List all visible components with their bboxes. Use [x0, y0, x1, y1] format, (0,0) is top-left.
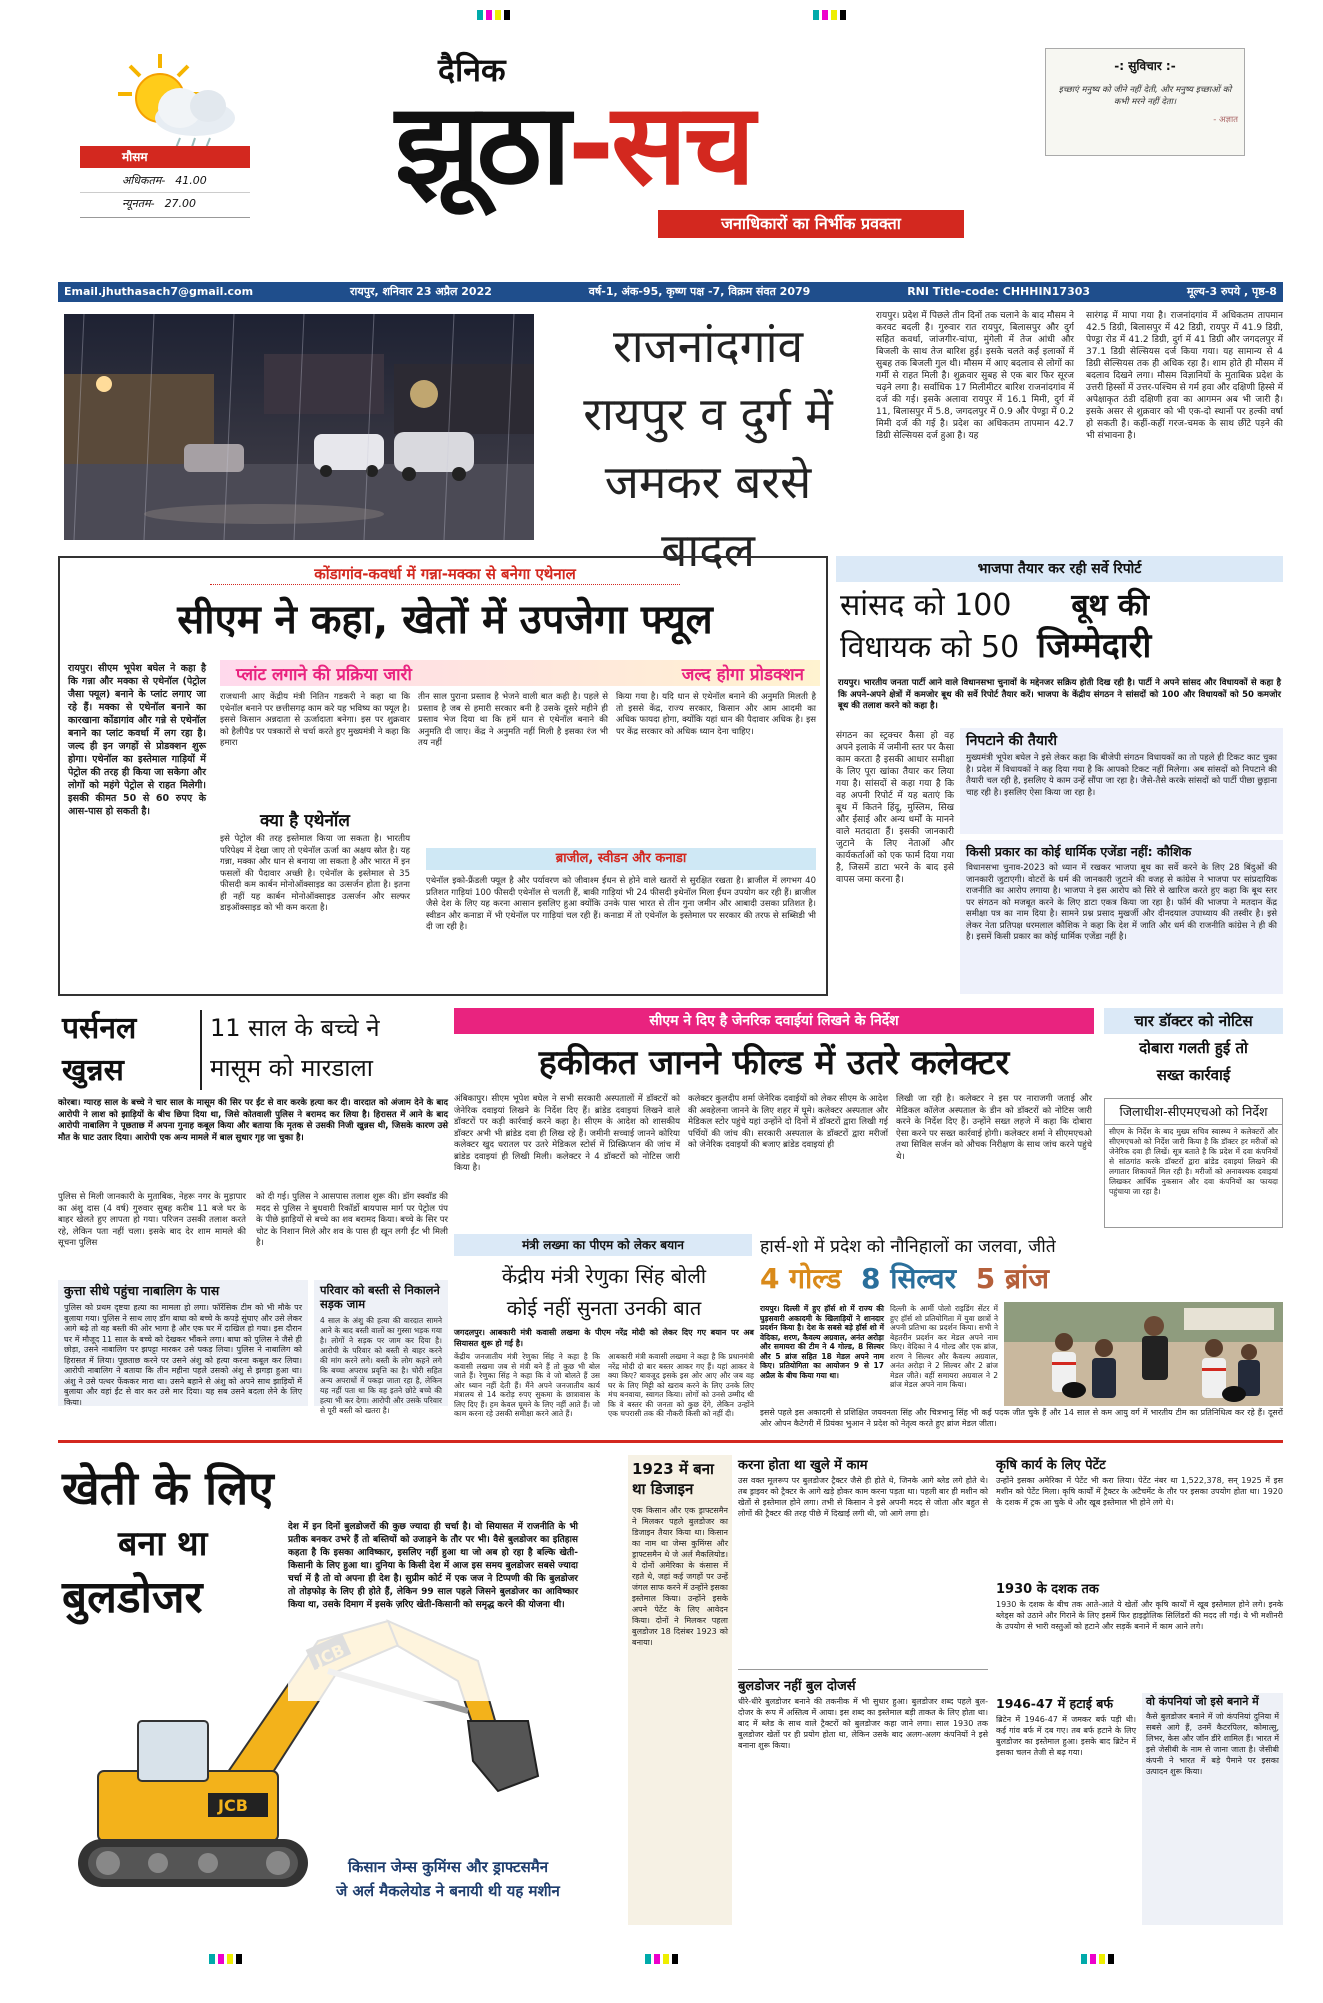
medal-silver: 8 सिल्वर	[860, 1262, 957, 1295]
company-title: वो कंपनियां जो इसे बनाने में	[1146, 1695, 1259, 1708]
issue-info: वर्ष-1, अंक-95, कृष्ण पक्ष -7, विक्रम संवत 2079	[588, 285, 811, 298]
bulldozer-headline-2: बना था	[118, 1524, 208, 1564]
ethanol-subhead-left: प्लांट लगाने की प्रक्रिया जारी	[236, 664, 412, 685]
ethanol-col-a: राजधानी आए केंद्रीय मंत्री नितिन गडकरी ने कहा था कि एथेनॉल बनाने पर छत्तीसगढ़ काम करे यह भविष्य का फ्यूल है। इससे किसान अन्नदाता से ऊर्जादाता बनेगा। इस पर शुक्रवार को हैलीपैड पर पत्रकारों से चर्चा करते हुए मुख्यमंत्री ने कहा कि हमारा	[220, 692, 410, 748]
collector-col-b: कलेक्टर कुलदीप शर्मा जेनेरिक दवाईयों को लेकर सीएम के आदेश की अवहेलना जानने के लिए शहर में घूमे। कलेक्टर अस्पताल और मेडिकल स्टोर पहुंचे यहां उन्होंने दो दिनों में डॉक्टरों द्वारा लिखी गई पर्चियों की जांच की। सरकारी अस्पताल के डॉक्टरों द्वारा मरीजों को जेनेरिक दवाइयों की बजाए ब्रांडेड दवाइयां ही	[688, 1094, 888, 1150]
collector-col-c: लिखी जा रही है। कलेक्टर ने इस पर नाराजगी जताई और मेडिकल कॉलेज अस्पताल के डीन को डॉक्टरों को नोटिस जारी करने के निर्देश दिए हैं। उन्होंने सख्त लहजे में कहा कि दोबारा ऐसा करने पर सख्त कार्रवाई होगी। कलेक्टर शर्मा ने सीएमएचओ तथा सिविल सर्जन को औचक निरीक्षण के साथ जांच करने पहुंचे थे।	[896, 1094, 1092, 1162]
lead-column-1: रायपुर। प्रदेश में पिछले तीन दिनों तक चलाने के बाद मौसम ने करवट बदली है। गुरुवार रात रायपुर, बिलासपुर और दुर्ग सहित कवर्धा, जांजगीर-चांपा, मुंगेली में तेज आंधी और बिजली के साथ तेज बारिश हुई। इसके चलते कई इलाकों में सुबह तक बिजली गुल थी। मौसम में आए बदलाव से लोगों का गर्मी से राहत मिली है। शुक्रवार सुबह से एक बार फिर सूरज चढ़ने लगा है। सर्वाधिक 17 मिलीमीटर बारिश राजनांदगांव में दर्ज की गई। इसके अलावा रायपुर में 16.1 मिमी, दुर्ग में 11, बिलासपुर में 5.8, जगदलपुर में 0.9 और पेण्ड्रा में 0.2 मिमी दर्ज की गई है। प्रदेश का अधिकतम तापमान 42.7 डिग्री सेल्सियस दर्ज हुआ है। यह	[876, 311, 1075, 441]
decade-text: 1930 के दशक के बीच तक आते-आते ये खेतों और कृषि कार्यों में खूब इस्तेमाल होने लगे। इनके ब्लेड्स को उठाने और गिराने के लिए इसमें फिर हाइड्रोलिक सिलिंडरों की मदद ली गई। ये भी मशीनरी के उपयोग से भारी वस्तुओं को हटाने और सड़कें बनाने में काम आने लगे।	[996, 1600, 1283, 1631]
renuka-kicker: मंत्री लख्मा का पीएम को लेकर बयान	[454, 1234, 752, 1256]
newspaper-title	[395, 80, 955, 210]
horse-col-a: रायपुर। दिल्ली में हुए हॉर्स शो में राज्य की घुड़सवारी अकादमी के खिलाड़ियों ने शानदार प्रदर्शन किया है। देश के सबसे बड़े हॉर्स शो में वेदिका, शरण, कैवल्य अग्रवाल, अनंत अरोड़ा और समायरा की टीम ने 4 गोल्ड, 8 सिल्वर और 5 ब्रांज सहित 18 मेडल अपने नाम किए। प्रतियोगिता का आयोजन 9 से 17 अप्रैल के बीच किया गया था।	[760, 1304, 884, 1380]
bjp-headline-1a: सांसद को 100	[840, 588, 1012, 623]
y1923-title: 1923 में बना था डिजाइन	[632, 1460, 714, 1498]
lead-headline	[558, 312, 858, 584]
title-dash: -	[567, 80, 612, 210]
max-temp-label: अधिकतम-	[122, 174, 166, 187]
murder-headline-line2: मासूम को मारडाला	[210, 1054, 373, 1082]
y1923-text: एक किसान और एक ड्राफ्टसमैन ने मिलकर पहले बुलडोजर का डिजाइन तैयार किया था। किसान का नाम था जेम्स कुमिंग्स और ड्राफ्टसमैन थे जे अर्ल मैकलियोड। ये दोनों अमेरिका के कंसास में रहते थे, जहां कई जगहों पर उन्हें जंगल साफ करने में उन्होंने इसका इस्तेमाल किया। उन्होंने इसके अपने पेटेंट के लिए आवेदन किया। दोनों ने मिलकर पहला बुलडोजर 18 दिसंबर 1923 को बनाया।	[632, 1506, 728, 1647]
family-box-text: 4 साल के अंशु की हत्या की वारदात सामने आने के बाद बस्ती वालों का गुस्सा भड़क गया है। लोगों ने सड़क पर जाम कर दिया है। आरोपी के परिवार को बस्ती से बाहर करने की मांग करने लगे। बस्ती के लोग कहने लगे कि बच्चा अपराध प्रवृत्ति का है। चोरी सहित अन्य अपराधों में पकड़ा जाता रहा है, लेकिन यह नहीं पता था कि वह इतने छोटे बच्चे की हत्या भी कर देगा। आरोपी और उसके परिवार से पूरी बस्ती को खतरा है।	[320, 1316, 442, 1415]
bjp-story	[836, 556, 1283, 996]
bjp-kicker: भाजपा तैयार कर रही सर्वे रिपोर्ट	[836, 556, 1283, 582]
ethanol-headline: सीएम ने कहा, खेतों में उपजेगा फ्यूल	[177, 597, 713, 643]
min-temp-value: 27.00	[164, 197, 197, 210]
thought-text: इच्छाएं मनुष्य को जीने नहीं देती, और मनुष्य इच्छाओं को कभी मरने नहीं देता।	[1058, 85, 1232, 107]
registration-marks-top	[0, 6, 1323, 24]
murder-col-b: को दी गई। पुलिस ने आसपास तलाश शुरू की। डॉग स्क्वॉड की मदद से पुलिस ने बुधवारी रिकॉर्डो बायपास मार्ग पर पेट्रोल पंप के पीछे झाड़ियों से बच्चे का शव बरामद किया। बच्चे के सिर पर चोट के निशान मिले और शव के पास ही खून लगी ईंट भी मिली है।	[256, 1192, 448, 1248]
bulldozer-headline-1: खेती के लिए	[62, 1461, 274, 1515]
masthead	[40, 28, 1285, 278]
what-is-ethanol-title: क्या है एथेनॉल	[260, 811, 350, 831]
ethanol-subhead-right: जल्द होगा प्रोडक्शन	[681, 664, 804, 685]
renuka-intro: जगदलपुर। आबकारी मंत्री कवासी लखमा के पीएम नरेंद्र मोदी को लेकर दिए गए बयान पर अब सियासत शुरू हो गई है।	[454, 1328, 754, 1348]
snow-title: 1946-47 में हटाई बर्फ	[996, 1696, 1113, 1711]
murder-lead: कोरबा। ग्यारह साल के बच्चे ने चार साल के मासूम की सिर पर ईंट से वार करके हत्या कर दी। वारदात को अंजाम देने के बाद आरोपी ने लाश को झाड़ियों के बीच छिपा दिया था, जिसे कोतवाली पुलिस ने बरामद कर लिया है। हिरासत में आने के बाद आरोपी नाबालिग ने पूछताछ में अपना गुनाह कबूल किया और बताया कि मृतक से उसकी निजी खुन्नस थी, जिसके कारण उसे मौत के घाट उतार दिया। आरोपी एक अन्य मामले में बाल सुधार गृह जा चुका है।	[58, 1098, 448, 1143]
email[interactable]: Email.jhuthasach7@gmail.com	[64, 285, 254, 298]
horse-show-story	[760, 1234, 1283, 1406]
murder-tag	[62, 1008, 202, 1092]
farm-text: उन्होंने इसका अमेरिका में पेटेंट भी करा लिया। पेटेंट नंबर था 1,522,378, सन् 1925 में इस मशीन को पेटेंट मिला। कृषि कार्यों में ट्रैक्टर के अटैचमेंट के तौर पर इसका उपयोग होता था। 1920 के दशक में ट्रक आ चुके थे और खूब इस्तेमाल भी होने लगे थे।	[996, 1476, 1283, 1507]
family-box	[314, 1280, 448, 1415]
brazil-text: एथेनॉल इको-फ्रैंडली फ्यूल है और पर्यावरण को जीवाश्म ईंधन से होने वाले खतरों से सुरक्षित रखता है। ब्राजील में लगभग 40 प्रतिशत गाड़ियां 100 फीसदी एथेनॉल से चलती हैं, बाकी गाड़ियां भी 24 फीसदी इथेनॉल मिला ईंधन उपयोग कर रही हैं। ब्राजील जैसे देश के लिए यह करना आसान इसलिए हुआ क्योंकि उनके पास भारत से तीन गुना जमीन और आबादी उसका प्रतिशत है। स्वीडन और कनाडा में भी एथेनॉल पर गाड़ियां चल रही हैं। कनाडा में तो एथेनॉल के इस्तेमाल पर सरकार की तरफ से सब्सिडी भी दी जा रही है।	[426, 876, 816, 932]
murder-tag-line1: पर्सनल	[62, 1011, 137, 1046]
collector-kicker: सीएम ने दिए है जेनरिक दवाईयां लिखने के निर्देश	[454, 1008, 1094, 1034]
bulldozer-panel	[58, 1451, 618, 1931]
dm-title: जिलाधीश-सीएमएचओ को निर्देश	[1105, 1099, 1282, 1125]
dm-text: सीएम के निर्देश के बाद मुख्य सचिव स्वास्थ्य ने कलेक्टरों और सीएमएचओ को निर्देश जारी किया है कि डॉक्टर हर मरीजों को जेनेरिक दवा ही लिखें। सूत्र बताते है कि प्रदेश में दवा कंपनियों से सांठगांठ करके डॉक्टरों द्वारा ब्रांडेड दवाइयां लिखने की लगातार शिकायतें मिल रही है। मरीजों को अनावश्यक दवाइयां लिखकर आर्थिक नुकसान और दवा कंपनियों का फायदा पहुंचाया जा रहा है।	[1109, 1127, 1278, 1196]
ethanol-story	[58, 556, 828, 996]
renuka-headline	[454, 1260, 754, 1324]
renuka-headline-line1: केंद्रीय मंत्री रेणुका सिंह बोली	[501, 1264, 707, 1288]
collector-story	[454, 1004, 1283, 1230]
dateline: रायपुर, शनिवार 23 अप्रैल 2022	[349, 285, 492, 298]
bulldozer-caption	[278, 1855, 618, 1903]
thought-author: - अज्ञात	[1213, 115, 1238, 125]
collector-col-a: अंबिकापुर। सीएम भूपेश बघेल ने सभी सरकारी अस्पतालों में डॉक्टरों को जेनेरिक दवाइयां लिखने के निर्देश दिए हैं। ब्रांडेड दवाइयां लिखने वाले डॉक्टरों पर कड़ी कार्रवाई करने कहा है। सीएम के आदेश को शासकीय डॉक्टर अभी भी ब्रांडेड दवा ही लिख रहे हैं। जमीनी सच्चाई जानने कोरिया कलेक्टर खुद धरातल पर उतरे मेडिकल स्टोर्स में प्रिस्क्रिप्शन की जांच में ब्रांडेड दवाइयां ही लिखी मिली। कलेक्टर ने 4 डॉक्टरों को नोटिस जारी किया है।	[454, 1094, 680, 1173]
bulldozer-caption-line1: किसान जेम्स कुमिंग्स और ड्राफ्टसमैन	[347, 1858, 549, 1876]
horse-photo	[1004, 1302, 1283, 1406]
horse-footer: इससे पहले इस अकादमी से प्रशिक्षित जयवनता सिंह और चित्रभानु सिंह भी कई पदक जीत चुके हैं और 14 साल से कम आयु वर्ग में भारतीय टीम का प्रतिनिधित्व कर रहे हैं। दूसरों ओर ओपन कैटेगरी में प्रियंका भुआन ने प्रदेश को नेतृत्व करते हुए ब्रांज मेडल जीता।	[760, 1408, 1283, 1428]
bulldozer-caption-line2: जे अर्ल मैकलेयोड ने बनायी थी यह मशीन	[336, 1882, 560, 1900]
murder-col-a: पुलिस से मिली जानकारी के मुताबिक, नेहरू नगर के मुड़ापार का अंशु दास (4 वर्ष) गुरुवार सुबह करीब 11 बजे घर के बाहर खेलते हुए लापता हो गया। परिजन उसकी तलाश करते रहे, लेकिन पता नहीं चला। इसके बाद देर शाम मामले की सूचना पुलिस	[58, 1192, 246, 1248]
family-box-title: परिवार को बस्ती से निकालने सड़क जाम	[320, 1283, 440, 1311]
weather-readings	[80, 170, 250, 218]
bjp-headline	[840, 586, 1280, 666]
what-is-ethanol-text: इसे पेट्रोल की तरह इस्तेमाल किया जा सकता है। भारतीय परिपेक्ष्य में देखा जाए तो एथेनॉल ऊर्जा का अक्षय स्रोत है। यह गन्ना, मक्का और धान से बनाया जा सकता है और भारत में इन फसलों की पैदावार अच्छी है। एथेनॉल के इस्तेमाल से 35 फीसदी कम कार्बन मोनोऑक्साइड का उत्सर्जन होता है। इतना ही नहीं यह कार्बन मोनोऑक्साइड उत्सर्जन और सल्फर डाइऑक्साइड को भी कम करता है।	[220, 834, 410, 913]
min-temp-label: न्यूनतम-	[122, 197, 155, 210]
notice-line2: दोबारा गलती हुई तो	[1139, 1039, 1248, 1057]
daily-label: दैनिक	[438, 51, 506, 89]
medal-bronze: 5 ब्रांज	[975, 1262, 1050, 1295]
thought-box	[1045, 48, 1245, 156]
weather-sun-cloud-icon	[100, 46, 250, 156]
title-left: झूठा	[395, 80, 568, 210]
murder-headline	[210, 1008, 450, 1088]
prep-box	[960, 728, 1283, 834]
ethanol-subhead-bar	[220, 660, 820, 686]
dm-box	[1104, 1098, 1283, 1228]
farm-title: कृषि कार्य के लिए पेटेंट	[996, 1458, 1106, 1473]
bulldozer-body: देश में इन दिनों बुलडोजरों की कुछ ज्यादा ही चर्चा है। वो सियासत में राजनीति के भी प्रतीक बनकर उभरे हैं तो बस्तियों को उजाड़ने के तौर पर भी। वैसे बुलडोजर का इतिहास कहता है कि इसका आविष्कार, इसलिए नहीं हुआ था जो अब हो रहा है बल्कि खेती-किसानी के लिए हुआ था। दुनिया के किसी देश में आज इस समय बुलडोजर सबसे ज्यादा चर्चा में है तो वो अपना ही देश है। सुप्रीम कोर्ट में एक जज ने टिप्पणी की कि बुलडोजर तो तोड़फोड़ के लिए ही होते हैं, लेकिन 99 साल पहले जिसने बुलडोजर का आविष्कार किया था, उसके दिमाग में इसके ज़रिए खेती-किसानी को समृद्ध करने की योजना थी।	[288, 1521, 578, 1701]
prep-text: मुख्यमंत्री भूपेश बघेल ने इसे लेकर कहा कि बीजेपी संगठन विधायकों का तो पहले ही टिकट काट चुका है। प्रदेश में विधायकों ने कह दिया गया है कि आपको टिकट नहीं मिलेगा। अब सांसदों को निपटाने की तैयारी चल रही है, इसलिए ये काम उन्हें सौंपा जा रहा है। जैसे-तैसे करके सांसदों को पार्टी पीछा छुड़ाना चाह रही है। इसलिए ऐसा किया जा रहा है।	[966, 753, 1277, 798]
max-temp-value: 41.00	[175, 174, 207, 187]
decade-title: 1930 के दशक तक	[996, 1582, 1099, 1597]
lead-headline-line3: जमकर बरसे बादल	[604, 455, 812, 577]
renuka-headline-line2: कोई नहीं सुनता उनकी बात	[506, 1296, 702, 1320]
bulldozer-feature	[58, 1440, 1283, 1934]
ethanol-col-b: तीन साल पुराना प्रस्ताव है भेजने वाली बात कही है। पहले से प्रस्ताव है जब से हमारी सरकार बनी है उसके दूसरे महीने ही प्रस्ताव भेज दिया था कि हमें धान से एथेनॉल बनाने की अनुमति दी जाए। केंद्र ने अनुमति नहीं मिली है इसका रंज भी तय नहीं	[418, 692, 608, 748]
bulldozer-right-column	[996, 1453, 1283, 1925]
renuka-col-b: आबकारी मंत्री कवासी लखमा ने कहा है कि प्रधानमंत्री नरेंद्र मोदी दो बार बस्तर आकर गए हैं। यहां आकर वे क्या किए? बावजूद इसके इस ओर आए और जब वह घर के लिए मिट्टी को खराब करने के लिए उनके लिए मंच बनवाया, स्वागत किया। लोगों को उनसे उम्मीद थी कि वे बस्तर की जनता को कुछ देंगे, लेकिन उन्होंने एक चपरासी तक की नौकरी किसी को नहीं दी।	[608, 1352, 754, 1418]
khet-title: करना होता था खुले में काम	[738, 1458, 868, 1473]
agenda-box	[960, 840, 1283, 994]
murder-headline-line1: 11 साल के बच्चे ने	[210, 1014, 380, 1042]
ethanol-col-c: किया गया है। यदि धान से एथेनॉल बनाने की अनुमति मिलती है तो इससे केंद्र, राज्य सरकार, किसान और आम आदमी का अधिक फायदा होगा, क्योंकि यहां धान की पैदावार अधिक है। इस पर केंद्र सरकार को अधिक ध्यान देना चाहिए।	[616, 692, 816, 737]
company-box	[1142, 1693, 1283, 1925]
renuka-col-a: केंद्रीय जनजातीय मंत्री रेणुका सिंह ने कहा है कि कवासी लखमा जब से मंत्री बने हैं तो कुछ भी बोल जाते हैं। रेणुका सिंह ने कहा कि वे जो बोलते हैं उस ओर ध्यान नहीं देती हैं। मैंने अपने जनजातीय कार्य मंत्रालय से 14 करोड़ रुपए सुकमा के छात्रावास के लिए दिए हैं। हम केवल घूमने के लिए नहीं आते हैं। जो काम करना रहे उसकी समीक्षा करने आते हैं।	[454, 1352, 600, 1418]
bjp-headline-2b: जिम्मेदारी	[1037, 626, 1152, 666]
snow-box	[996, 1693, 1136, 1925]
horse-col-b: दिल्ली के आर्मी पोलो राइडिंग सेंटर में हुए हॉर्स शो प्रतियोगिता में युवा छात्रों ने अपनी प्रतिभा का प्रदर्शन किया। सभी ने बेहतरीन प्रदर्शन कर मेडल अपने नाम किए। वेदिका ने 4 गोल्ड और एक ब्रांज, शरण ने सिल्वर और कैवल्य अग्रवाल, अनंत अरोड़ा ने 2 सिल्वर और 2 ब्रांज मेडल जीते। वहीं समायरा अग्रवाल ने 2 ब्रांज मेडल अपने नाम किया।	[890, 1304, 998, 1389]
bjp-intro: रायपुर। भारतीय जनता पार्टी आने वाले विधानसभा चुनावों के मद्देनजर सक्रिय होती दिख रही है। पार्टी ने अपने सांसद और विधायकों से कहा है कि अपने-अपने क्षेत्रों में कमजोर बूथ की सर्वे रिपोर्ट तैयार करें। भाजपा के केंद्रीय संगठन ने सांसदों को 100 और विधायकों को 50 कमजोर बूथ की तलाश करने को कहा है।	[838, 678, 1281, 711]
bulldozer-headline-3: बुलडोजर	[62, 1572, 203, 1623]
notice-line3: सख्त कार्रवाई	[1156, 1066, 1231, 1084]
medal-gold: 4 गोल्ड	[760, 1262, 842, 1295]
ethanol-lead-text: रायपुर। सीएम भूपेश बघेल ने कहा है कि गन्ना और मक्का से एथेनॉल (पेट्रोल जैसा फ्यूल) बनाने के प्लांट लगाए जा रहे हैं। मक्का से एथेनॉल बनाने का कारखाना कोंडागांव और गन्ने से एथेनॉल बनाने का प्लांट कवर्धा में लग रहा है। जल्द ही इन जगहों से प्रोडक्शन शुरू होगा। एथेनॉल का इस्तेमाल गाड़ियों में पेट्रोल की तरह ही किया जा सकेगा और लोगों को महंगे पेट्रोल से राहत मिलेगी। इसकी कीमत 50 से 60 रुपए के आस-पास हो सकती है।	[68, 663, 206, 817]
company-text: कैसे बुलडोजर बनाने में जो कंपनियां दुनिया में सबसे आगे हैं, उनमें कैटरपिलर, कोमात्सु, लिभर, केस और जॉन डीरे शामिल हैं। भारत में इसे जेसीबी के नाम से जाना जाता है। जेसीबी कंपनी ने भारत में बड़े पैमाने पर इसका उत्पादन शुरू किया।	[1146, 1712, 1279, 1776]
lead-headline-line1: राजनांदगांव	[612, 319, 804, 373]
agenda-text: विधानसभा चुनाव-2023 को ध्यान में रखकर भाजपा बूथ का सर्वे करने के लिए 28 बिंदुओं की जानकारी जुटाएगी। वोटरों के धर्म की जानकारी जुटाने की वजह से कांग्रेस ने भाजपा पर सांप्रदायिक राजनीति का आरोप लगाया है। भाजपा ने इस आरोप को सिरे से खारिज करते हुए कहा कि बूथ स्तर पर संगठन को मजबूत करने के लिए डाटा एकत्र किया जा रहा है। फॉर्म की भाजपा ने मतदान केंद्र समीक्षा पत्र का नाम दिया है। सामने प्रश्न प्रसाद मुखर्जी और दीनदयाल उपाध्याय की तस्वीर है। इसे लेकर नेता प्रतिपक्ष धरमलाल कौशिक ने कहा कि देश में जाति और धर्म की राजनीति कांग्रेस ने ही की है। इसमें किसी प्रकार का कोई धार्मिक एजेंडा नहीं है।	[966, 863, 1277, 942]
bulldozer-body-brand: JCB	[218, 1796, 248, 1815]
collector-headline: हकीकत जानने फील्ड में उतरे कलेक्टर	[538, 1043, 1010, 1083]
rain-photo	[64, 314, 534, 540]
brazil-title: ब्राजील, स्वीडन और कनाडा	[426, 848, 816, 870]
bulldozer-mid-column	[738, 1453, 988, 1925]
medal-tally	[760, 1260, 1283, 1298]
lead-column-2: सारंगढ़ में मापा गया है। राजनांदगांव में अधिकतम तापमान 42.5 डिग्री, बिलासपुर में 42 डिग्री, रायपुर में 41.9 डिग्री, पेण्ड्रा रोड में 41.2 डिग्री, दुर्ग में 41 डिग्री और जगदलपुर में 37.1 डिग्री सेल्सियस दर्ज किया गया। यह सामान्य से 4 डिग्री सेल्सियस तक ही अधिक रहा है। शाम होते ही मौसम में बदलाव दिखने लगा। मौसम विज्ञानियों के मुताबिक प्रदेश के उत्तरी हिस्सों में उत्तर-पश्चिम से गर्म हवा और दक्षिणी हिस्से में अपेक्षाकृत ठंडी दक्षिणी हवा का आगमन अब भी जारी है। इसके असर से शुक्रवार को भी एक-दो स्थानों पर हल्की वर्षा हो सकती है। कहीं-कहीं गरज-चमक के साथ छींटे पड़ने की भी संभावना है।	[1086, 311, 1283, 441]
rni-code: RNI Title-code: CHHHIN17303	[907, 285, 1091, 298]
price: मूल्य-3 रुपये , पृष्ठ-8	[1186, 285, 1277, 298]
notice-line1: चार डॉक्टर को नोटिस	[1104, 1008, 1283, 1034]
ethanol-kicker: कोंडागांव-कवर्धा में गन्ना-मक्का से बनेगा एथेनाल	[210, 564, 680, 585]
horse-headline: हार्स-शो में प्रदेश को नौनिहालों का जलवा, जीते	[760, 1237, 1056, 1257]
snow-text: ब्रिटेन में 1946-47 में जमकर बर्फ पड़ी थी। कई गांव बर्फ में दब गए। तब बर्फ हटाने के लिए बुलडोजर का इस्तेमाल हुआ। इसके बाद ब्रिटेन में इसका चलन तेजी से बढ़ गया।	[996, 1715, 1136, 1757]
dog-box	[58, 1280, 308, 1406]
title-right: सच	[611, 80, 753, 210]
y1923-box	[628, 1455, 732, 1925]
murder-story	[58, 1004, 448, 1415]
registration-marks-bottom	[0, 1950, 1323, 1968]
dog-box-text: पुलिस को प्रथम दृष्टया हत्या का मामला हो लगा। फॉरेंसिक टीम को भी मौके पर बुलाया गया। पुलिस ने साथ लाए डॉग बाघा को बच्चे के कपड़े सुंघाए और उसे लेकर आगे बढ़े तो वह बस्ती की ओर भागा है और एक घर में दाखिल हो गया। इस दौरान घर में मौजूद 11 साल के बच्चे को देखकर भौंकने लगा। बाघा को पुलिस ने जैसे ही छोड़ा, उसने नाबालिग पर झपट्टा मारकर उसे पकड़ लिया। पुलिस ने नाबालिग को हिरासत में लिया। पूछताछ करने पर उसने अंशु को हत्या करना कबूल कर लिया। आरोपी नाबालिग ने बताया कि तीन महीना पहले उसको अंशु से झगड़ा हुआ था। अंशु ने उसे पत्थर फेंककर मारा था। उसने बहाने से अंशु को अपने साथ झाड़ियों में बुलाया और वहां ईंट से वार कर उसे मार दिया। यह सब उसने बदला लेने के लिए किया।	[64, 1303, 302, 1407]
bjp-headline-1b: बूथ की	[1071, 588, 1149, 623]
khet-text: उस वक्त मूलरूप पर बुलडोजर ट्रैक्टर जैसे ही होते थे, जिनके आगे ब्लेड लगे होते थे। तब ड्राइवर को ट्रैक्टर के आगे खड़े होकर काम करना पड़ता था। पहली बार ही मशीन को खेतों से इस्तेमाल होने लगा। तभी से किसान ने इसे अपनी मदद से जोता और बहुत से लोगों की ट्रैक्टर की तरह पीछे में दिखाई लगी थी, जो आगे लगा हो।	[738, 1476, 988, 1518]
bjp-headline-2a: विधायक को 50	[840, 630, 1020, 665]
tagline: जनाधिकारों का निर्भीक प्रवक्ता	[658, 210, 964, 238]
thought-title: -: सुविचार :-	[1114, 59, 1176, 73]
notice-box	[1104, 1008, 1283, 1088]
bull-title: बुलडोजर नहीं बुल दोजर्स	[738, 1669, 988, 1696]
info-bar	[58, 282, 1283, 302]
renuka-story	[454, 1234, 754, 1418]
lead-headline-line2: रायपुर व दुर्ग में	[583, 387, 833, 441]
dog-box-title: कुत्ता सीधे पहुंचा नाबालिग के पास	[64, 1283, 220, 1298]
agenda-title: किसी प्रकार का कोई धार्मिक एजेंडा नहीं: कौशिक	[966, 844, 1192, 859]
prep-title: निपटाने की तैयारी	[966, 733, 1058, 749]
bjp-column: संगठन का स्ट्रक्चर कैसा हो वह अपने इलाके में जमीनी स्तर पर कैसा काम करता है इसकी आधार समीक्षा के लिए पूरा खांका तैयार कर लिया गया है। सांसदों से कहा गया है कि वह अपनी रिपोर्ट में यह बताएं कि बूथ में कितने हिंदू, मुस्लिम, सिख और ईसाई और अन्य धर्मों के मानने वाले मतदाता हैं। इसकी जानकारी जुटाने के लिए नेताओं और कार्यकर्ताओं को एक फार्म दिया गया है, जिसमें डाटा भरने के बाद इसे वापस जमा करना है।	[836, 731, 954, 885]
murder-tag-line2: खुन्नस	[62, 1053, 124, 1088]
bull-text: धीरे-धीरे बुलडोजर बनाने की तकनीक में भी सुधार हुआ। बुलडोजर शब्द पहले बुल-दोजर के रूप में अस्तित्व में आया। इस शब्द का इस्तेमाल बड़ी ताकत के लिए होता था। बाद में ब्लेड के साथ वाले ट्रैक्टरों को बुलडोजर कहा जाने लगा। साल 1930 तक बुलडोजर खेतों पर ही प्रयोग होता था, लेकिन उसके बाद अलग-अलग कंपनियों ने इसे बनाना शुरू किया।	[738, 1697, 988, 1750]
weather-label: मौसम	[80, 146, 250, 168]
